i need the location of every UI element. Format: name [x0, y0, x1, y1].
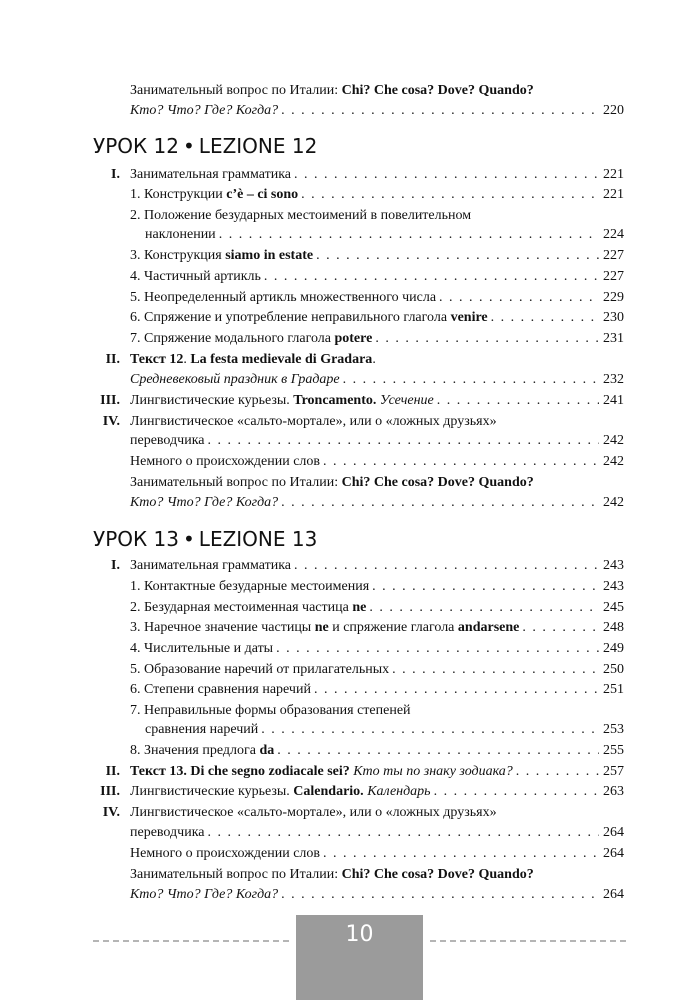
page-number: 10	[345, 922, 374, 947]
toc-item-12-2-cont: наклонении . . . 224	[0, 225, 682, 245]
toc-section-12-2-ru: Средневековый праздник в Градаре . . . 232	[0, 370, 682, 390]
toc-section-13-1: I. Занимательная грамматика . . . 243	[0, 556, 682, 576]
toc-entry-13-origin: Немного о происхождении слов . . . 264	[0, 844, 682, 864]
lesson-12-heading: УРОК 12 • LEZIONE 12	[93, 134, 318, 158]
toc-item-12-6: 6. Спряжение и употребление неправильного глагола venire . . . 230	[0, 308, 682, 328]
toc-item-12-7: 7. Спряжение модального глагола potere . . . 231	[0, 329, 682, 349]
toc-item-13-5: 5. Образование наречий от прилагательных . . . 250	[0, 660, 682, 680]
dot-leader	[281, 101, 599, 121]
toc-section-12-3: III. Лингвистические курьезы. Troncamento. Усечение . . . 241	[0, 391, 682, 411]
toc-entry-13-quiz: Занимательный вопрос по Италии: Chi? Che cosa? Dove? Quando?	[130, 867, 534, 882]
toc-section-12-4: IV. Лингвистическое «сальто-мортале», или о «ложных друзьях»	[102, 414, 497, 429]
toc-item-12-2: 2. Положение безударных местоимений в повелительном	[130, 208, 472, 223]
toc-item-13-1: 1. Контактные безударные местоимения . . . 243	[0, 577, 682, 597]
toc-item-12-5: 5. Неопределенный артикль множественного числа . . . 229	[0, 288, 682, 308]
toc-item-13-7-cont: сравнения наречий . . . 253	[0, 720, 682, 740]
toc-item-13-7: 7. Неправильные формы образования степеней	[130, 703, 411, 718]
toc-item-13-4: 4. Числительные и даты . . . 249	[0, 639, 682, 659]
toc-item-13-2: 2. Безударная местоименная частица ne . . . 245	[0, 598, 682, 618]
toc-item-12-3: 3. Конструкция siamo in estate . . . 227	[0, 246, 682, 266]
toc-section-13-4-cont: переводчика . . . 264	[0, 823, 682, 843]
toc-section-13-3: III. Лингвистические курьезы. Calendario. Календарь . . . 263	[0, 782, 682, 802]
toc-entry-12-quiz: Занимательный вопрос по Италии: Chi? Che cosa? Dove? Quando?	[130, 475, 534, 490]
footer-divider-right	[430, 940, 626, 942]
toc-entry-12-quiz-ru: Кто? Что? Где? Когда? . . . 242	[0, 493, 682, 513]
toc-section-12-4-cont: переводчика . . . 242	[0, 431, 682, 451]
toc-entry-quiz-11-ru: Кто? Что? Где? Когда? . . . 220	[0, 101, 682, 121]
page-number: 220	[603, 103, 624, 118]
toc-section-13-2: II. Текст 13. Di che segno zodiacale sei? Кто ты по знаку зодиака? . . . 257	[0, 762, 682, 782]
lesson-13-heading: УРОК 13 • LEZIONE 13	[93, 527, 318, 551]
toc-item-13-6: 6. Степени сравнения наречий . . . 251	[0, 680, 682, 700]
toc-section-12-2: II. Текст 12. La festa medievale di Gradara.	[105, 352, 376, 367]
toc-item-12-1: 1. Конструкции c’è – ci sono . . . 221	[0, 185, 682, 205]
toc-section-13-4: IV. Лингвистическое «сальто-мортале», или о «ложных друзьях»	[102, 805, 497, 820]
toc-section-12-1: I. Занимательная грамматика . . . 221	[0, 165, 682, 185]
toc-item-13-8: 8. Значения предлога da . . . 255	[0, 741, 682, 761]
toc-entry-13-quiz-ru: Кто? Что? Где? Когда? . . . 264	[0, 885, 682, 905]
toc-entry-12-origin: Немного о происхождении слов . . . 242	[0, 452, 682, 472]
toc-item-12-4: 4. Частичный артикль . . . 227	[0, 267, 682, 287]
toc-item-13-3: 3. Наречное значение частицы ne и спряжение глагола andarsene . . . 248	[0, 618, 682, 638]
dot-leader	[294, 165, 599, 185]
footer-divider-left	[93, 940, 289, 942]
toc-entry-quiz-11: Занимательный вопрос по Италии: Chi? Che cosa? Dove? Quando?	[130, 83, 534, 98]
